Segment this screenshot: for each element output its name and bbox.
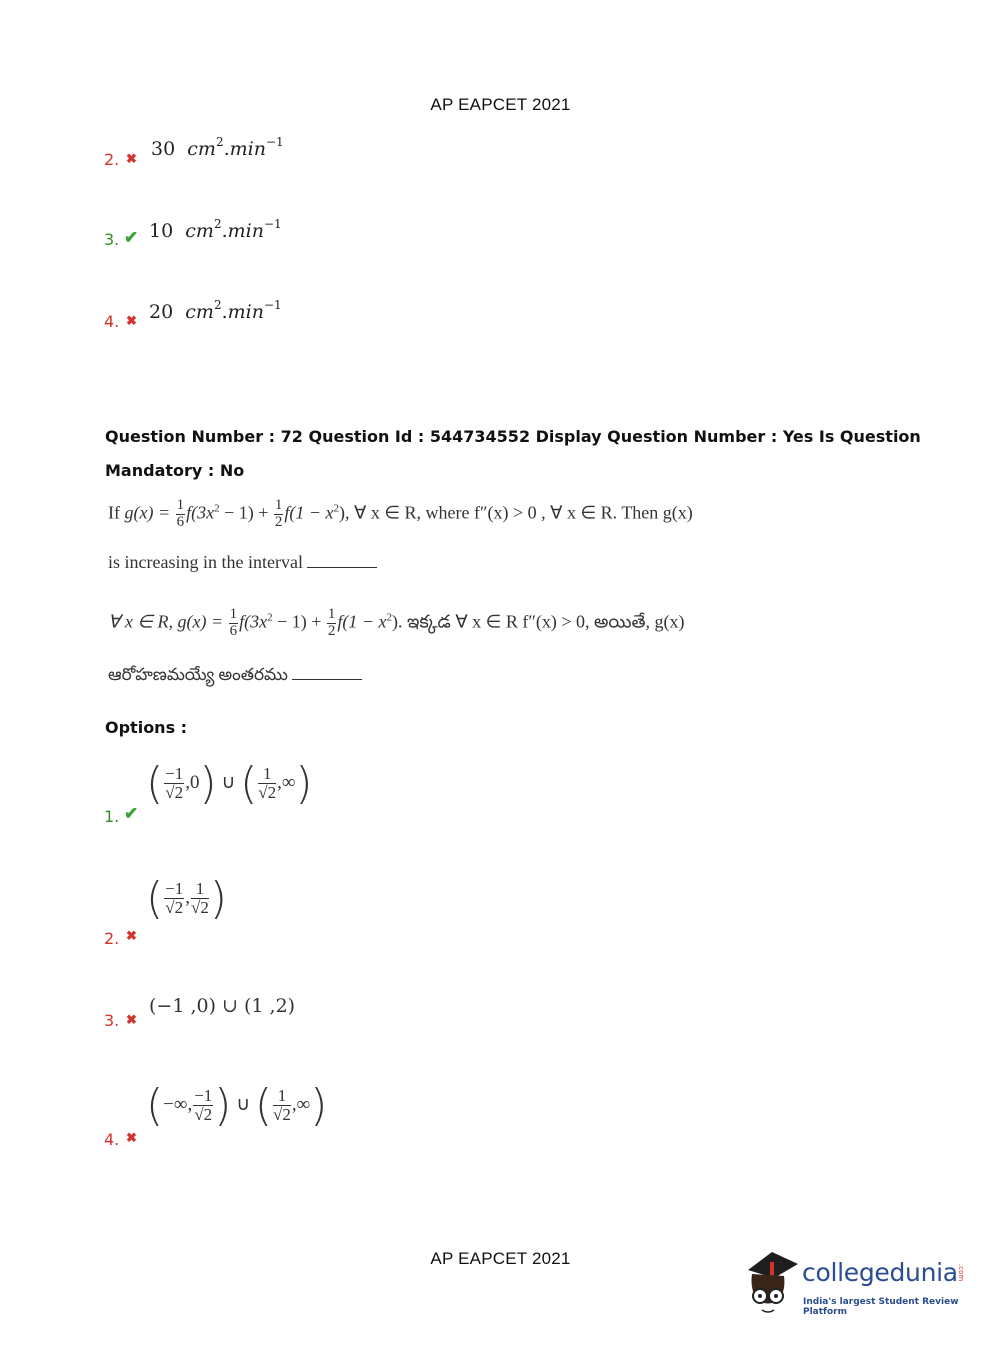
- option-number: 2.: [104, 150, 120, 169]
- logo-name: collegedunia: [802, 1258, 958, 1287]
- question-header: [105, 420, 925, 488]
- wrong-icon: ✖: [126, 928, 137, 943]
- wrong-icon: ✖: [126, 313, 137, 328]
- option-number: 4.: [104, 1130, 120, 1149]
- collegedunia-logo: [742, 1248, 972, 1320]
- answer-blank: [292, 665, 362, 680]
- answer-blank: [307, 553, 377, 568]
- check-icon: ✔: [124, 228, 139, 247]
- option-math: (−∞, $\frac{-1}{√2}$ ) ∪ ( $\frac{1}{√2}$ ,∞): [146, 1080, 328, 1131]
- question-meta-line: Question Number : 72 Question Id : 544734552 Display Question Number : Yes Is Question: [105, 427, 921, 446]
- fraction-one-half: $\frac{1}{2}$: [274, 497, 283, 530]
- option-number: 2.: [104, 929, 120, 948]
- option-math: ( $\frac{-1}{√2}$ , $\frac{1}{√2}$ ): [146, 873, 228, 924]
- fraction-one-sixth: $\frac{1}{6}$: [176, 497, 185, 530]
- check-icon: ✔: [124, 804, 139, 823]
- option-math: ( $\frac{-1}{√2}$ ,0) ∪ ( $\frac{1}{√2}$ ,∞): [146, 758, 313, 809]
- options-label: Options :: [105, 718, 188, 737]
- option-number: 4.: [104, 312, 120, 331]
- page-header: AP EAPCET 2021: [430, 95, 571, 114]
- question-g: g(x) =: [124, 502, 171, 523]
- option-math: (−1 ,0) ∪ (1 ,2): [149, 995, 296, 1017]
- question-if: If: [108, 502, 120, 523]
- logo-com: .com: [957, 1264, 965, 1282]
- page-footer: AP EAPCET 2021: [430, 1249, 571, 1268]
- logo-tagline: India's largest Student Review Platform: [803, 1297, 959, 1317]
- option-number: 3.: [104, 1011, 120, 1030]
- option-number: 1.: [104, 807, 120, 826]
- question-text-telugu: ∀ x ∈ R, g(x) = $\frac{1}{6}$ $f(3x^2 - 1)$ + $\frac{1}{2}$ $f(1 - x^2)$. ఇక్కడ ∀ x ∈ R f″(x) > 0, అయితే, g(x): [108, 606, 685, 639]
- wrong-icon: ✖: [126, 1130, 137, 1145]
- question-text-telugu-line2: ఆరోహణమయ్యే అంతరము: [108, 665, 362, 689]
- mascot-icon: [742, 1248, 802, 1320]
- option-number: 3.: [104, 230, 120, 249]
- question-text-english-line2: is increasing in the interval: [108, 552, 377, 573]
- fraction-one-half: $\frac{1}{2}$: [327, 606, 336, 639]
- option-value: 20 $cm^2.\min^{-1}$: [149, 298, 282, 323]
- fraction-one-sixth: $\frac{1}{6}$: [229, 606, 238, 639]
- option-value: 30 $cm^2.\min^{-1}$: [151, 135, 284, 160]
- wrong-icon: ✖: [126, 1012, 137, 1027]
- question-mandatory-line: Mandatory : No: [105, 461, 245, 480]
- wrong-icon: ✖: [126, 151, 137, 166]
- option-value: 10 $cm^2.\min^{-1}$: [149, 217, 282, 242]
- question-text-english: If g(x) = $\frac{1}{6}$ $f(3x^2 - 1)$ + $\frac{1}{2}$ $f(1 - x^2)$, ∀ x ∈ R, where f″(x) > 0 , ∀ x ∈ R. Then g(x): [108, 497, 693, 530]
